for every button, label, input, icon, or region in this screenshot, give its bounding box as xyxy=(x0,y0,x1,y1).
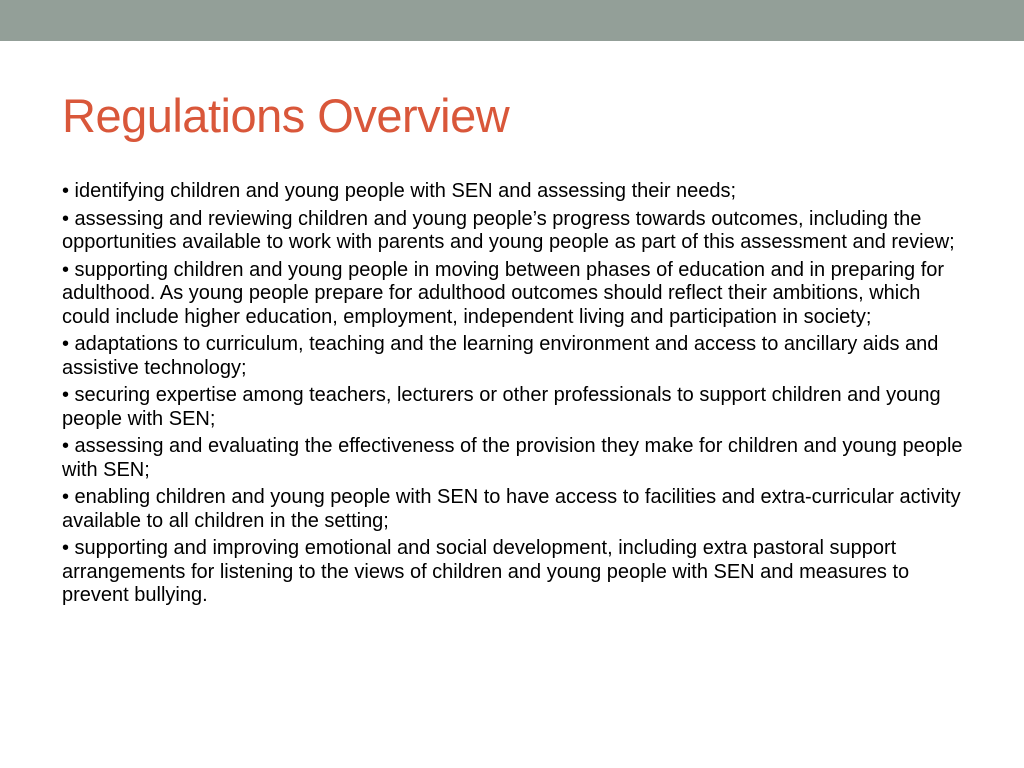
bullet-item: • assessing and reviewing children and young people’s progress towards outcomes, including the opportunities available to work with parents and young people as part of this assessment and review; xyxy=(62,207,955,253)
bullet-item: • adaptations to curriculum, teaching and the learning environment and access to ancillary aids and assistive technology; xyxy=(62,333,939,379)
bullet-list xyxy=(62,180,972,612)
bullet-item: • supporting children and young people in moving between phases of education and in preparing for adulthood. As young people prepare for adulthood outcomes should reflect their ambitions, which could include higher education, employment, independent living and participation in society; xyxy=(62,258,945,328)
bullet-item: • supporting and improving emotional and social development, including extra pastoral support arrangements for listening to the views of children and young people with SEN and measures to prevent bullying. xyxy=(62,537,910,606)
slide-title: Regulations Overview xyxy=(62,89,510,142)
top-accent-bar xyxy=(0,0,1024,41)
bullet-item: • securing expertise among teachers, lecturers or other professionals to support children and young people with SEN; xyxy=(62,384,941,430)
bullet-item: • identifying children and young people with SEN and assessing their needs; xyxy=(62,180,737,202)
bullet-item: • enabling children and young people with SEN to have access to facilities and extra-curricular activity available to all children in the setting; xyxy=(62,486,961,532)
bullet-item: • assessing and evaluating the effectiveness of the provision they make for children and young people with SEN; xyxy=(62,435,963,481)
